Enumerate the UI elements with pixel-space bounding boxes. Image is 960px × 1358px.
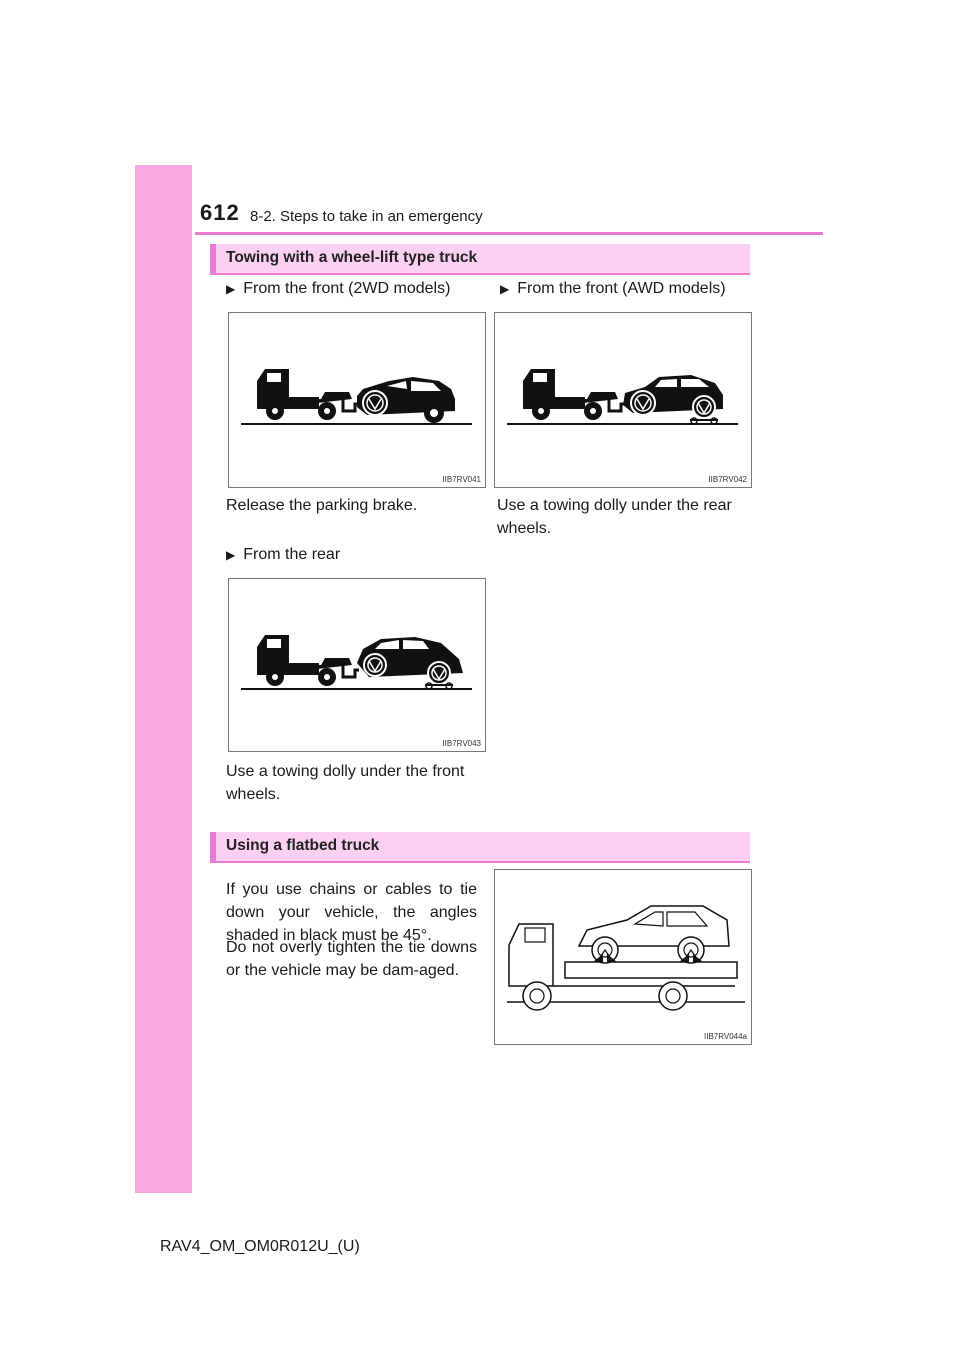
header-rule: [195, 232, 823, 235]
flatbed-truck-illustration: [495, 870, 751, 1044]
caption-front-awd-line2: wheels.: [497, 520, 552, 537]
section-band-wheel-lift: [210, 244, 750, 275]
caption-rear-line2: wheels.: [226, 786, 281, 803]
footer-doc-id: RAV4_OM_OM0R012U_(U): [160, 1238, 360, 1255]
wheel-lift-rear-illustration: [229, 579, 485, 751]
wheel-lift-front-awd-illustration: [495, 313, 751, 487]
section-title: 8-2. Steps to take in an emergency: [250, 208, 483, 225]
flatbed-paragraph-tighten: Do not overly tighten the tie downs or the vehicle may be dam-aged.: [226, 939, 477, 979]
flatbed-paragraph-angles: If you use chains or cables to tie down your vehicle, the angles shaded in black must be 45°.: [226, 881, 477, 944]
subheading-front-2wd: [226, 280, 450, 298]
page-number: 612: [200, 200, 240, 225]
caption-front-awd: [497, 494, 732, 540]
triangle-bullet-icon: ▶: [226, 282, 236, 296]
section-heading-flatbed: Using a flatbed truck: [226, 837, 380, 854]
subheading-front-awd-label: From the front (AWD models): [517, 280, 726, 297]
section-band-flatbed: [210, 832, 750, 863]
triangle-bullet-icon: ▶: [500, 282, 510, 296]
section-heading-wheel-lift: Towing with a wheel-lift type truck: [226, 249, 478, 266]
figure-code: IIB7RV044a: [704, 1032, 747, 1041]
caption-rear: [226, 760, 464, 806]
band-accent: [210, 832, 216, 861]
figure-code: IIB7RV042: [708, 475, 747, 484]
wheel-lift-front-2wd-illustration: [229, 313, 485, 487]
chapter-sidebar-tab: [135, 165, 192, 1193]
figure-front-awd: [494, 312, 752, 488]
subheading-rear: [226, 546, 340, 564]
caption-front-awd-line1: Use a towing dolly under the rear: [497, 497, 732, 514]
figure-code: IIB7RV041: [442, 475, 481, 484]
figure-rear: [228, 578, 486, 752]
band-accent: [210, 244, 216, 273]
figure-front-2wd: [228, 312, 486, 488]
subheading-front-2wd-label: From the front (2WD models): [243, 280, 451, 297]
figure-code: IIB7RV043: [442, 739, 481, 748]
subheading-rear-label: From the rear: [243, 546, 341, 563]
caption-front-2wd: Release the parking brake.: [226, 497, 418, 514]
figure-flatbed: [494, 869, 752, 1045]
caption-rear-line1: Use a towing dolly under the front: [226, 763, 465, 780]
triangle-bullet-icon: ▶: [226, 548, 236, 562]
subheading-front-awd: [500, 280, 726, 298]
